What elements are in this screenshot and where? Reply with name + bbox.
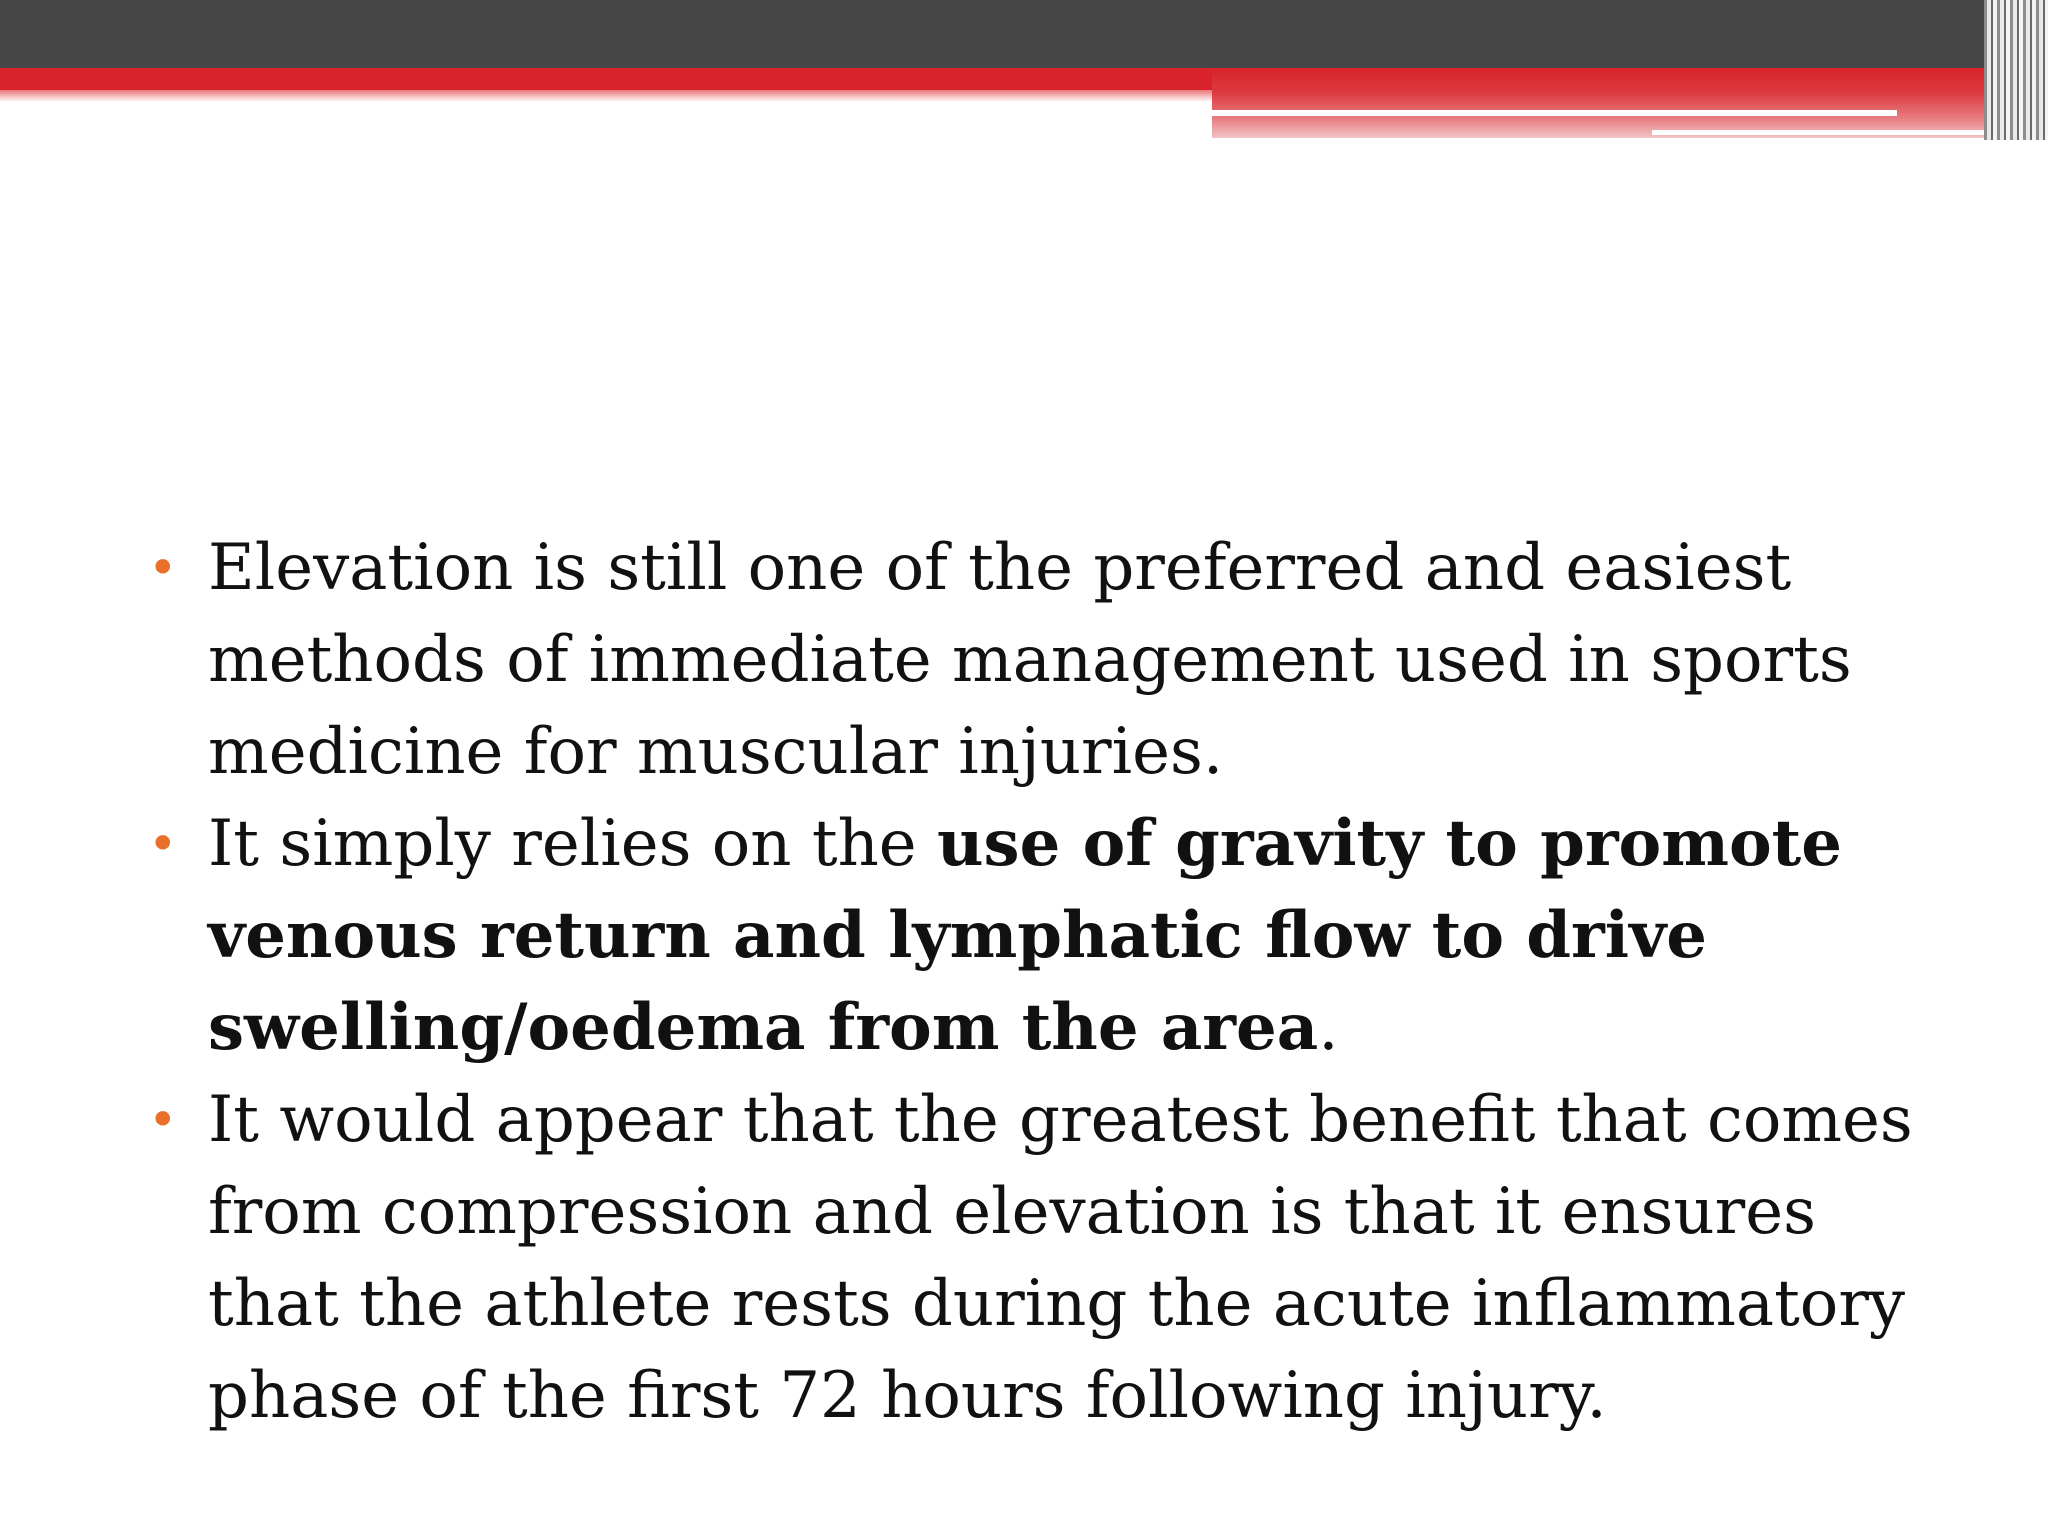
- bullet-dot-icon: •: [148, 539, 178, 597]
- bullet-text-prefix: It simply relies on the: [208, 807, 937, 881]
- header-accent-line-short: [1652, 130, 2012, 135]
- bullet-text: Elevation is still one of the preferred and easiest methods of immediate management used in sports medicine for muscular injuries.: [208, 531, 1852, 789]
- header-red-bar: [0, 68, 1212, 90]
- bullet-item-gravity: [148, 798, 1948, 1074]
- header-dark-bar: [0, 0, 1992, 68]
- bullet-text-bold: use of gravity to promote venous return and lymphatic flow to drive swelling/oedema from the area: [208, 806, 1842, 1065]
- bullet-text-suffix: .: [1318, 991, 1339, 1065]
- bullet-item-benefit: [148, 1074, 1948, 1442]
- bullet-list: [148, 522, 1948, 1442]
- header-red-shadow: [0, 90, 1212, 102]
- slide-body: [148, 522, 1948, 1442]
- bullet-item-elevation: [148, 522, 1948, 798]
- bullet-text: It would appear that the greatest benefit that comes from compression and elevation is that it ensures that the athlete rests during the acute inflammatory phase of the first 72 hours following injury.: [208, 1083, 1913, 1433]
- header-red-gradient-block: [1212, 68, 1992, 138]
- header-stripes-decoration: [1984, 0, 2048, 140]
- bullet-dot-icon: •: [148, 1091, 178, 1149]
- bullet-dot-icon: •: [148, 815, 178, 873]
- header-accent-line: [1212, 110, 1897, 116]
